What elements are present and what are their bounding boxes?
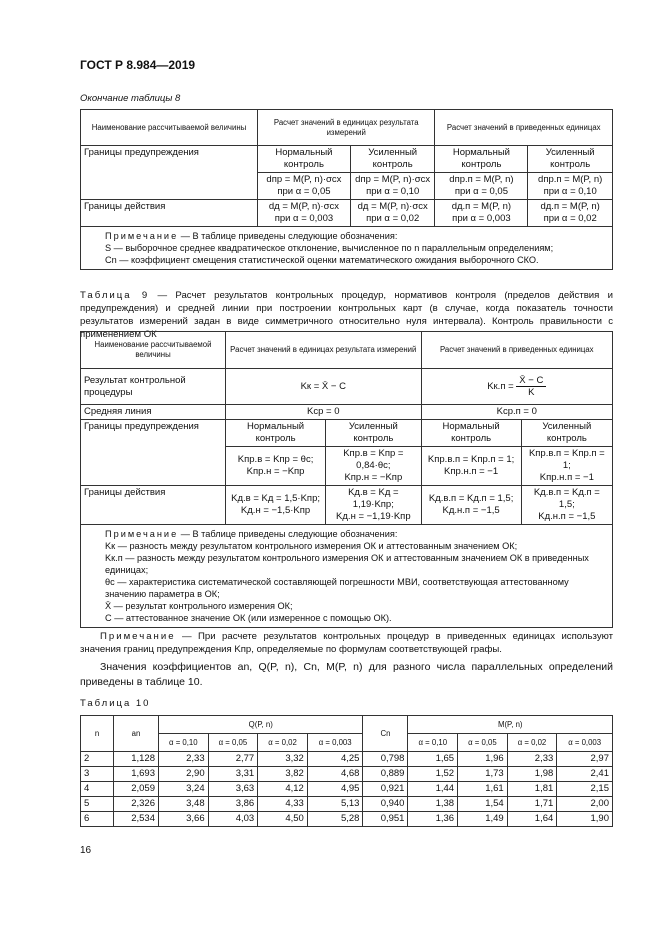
table-10 — [80, 715, 613, 827]
t8-cell: dд = M(P, n)·σсх при α = 0,02 — [350, 200, 435, 227]
t10-cell: 3,32 — [258, 752, 308, 767]
body-paragraph: Значения коэффициентов an, Q(P, n), Cn, M(P, n) для разного числа параллельных определений приведены в таблице 10. — [80, 661, 613, 688]
t10-h-alpha: α = 0,10 — [408, 734, 458, 752]
t10-cell: 1,49 — [458, 812, 508, 827]
t9-cell: Kпр.в.п = Kпр.п = 1; Kпр.н.п = −1 — [521, 447, 612, 486]
t10-cell: 3,63 — [208, 782, 258, 797]
t8-cell: dд.п = M(P, n) при α = 0,003 — [435, 200, 528, 227]
t10-cell: 1,52 — [408, 767, 458, 782]
t9-note: Примечание — В таблице приведены следующие обозначения: Kк — разность между результатом контрольного измерения ОК и аттестованным значением ОК; Kк.п — разность между результатом контрольного измерения ОК и аттестованным значением ОК в приведенных единицах; θс — характеристика систематической составляющей погрешности МВИ, соответствующая аттестованному значению параметра в ОК; X̄ — результат контрольного измерения ОК; C — аттестованное значение ОК (или измеренное с помощью ОК). — [81, 525, 613, 628]
table-row — [81, 812, 613, 827]
t9-row-warning: Границы предупреждения — [81, 420, 226, 486]
t10-cell: 2,326 — [114, 797, 159, 812]
t9-col-name: Наименование рассчитываемой величины — [81, 332, 226, 369]
t10-cell: 1,73 — [458, 767, 508, 782]
table-row — [81, 782, 613, 797]
t9-cell: Kд.в = Kд = 1,5·Kпр; Kд.н = −1,5·Kпр — [226, 486, 326, 525]
t8-normal: Нормальный контроль — [258, 146, 351, 173]
t9-cell: Kср = 0 — [226, 405, 422, 420]
t9-col-reduced: Расчет значений в приведенных единицах — [421, 332, 612, 369]
t10-cell: 1,81 — [507, 782, 557, 797]
t10-cell: 2,00 — [557, 797, 613, 812]
t10-cell: 2,059 — [114, 782, 159, 797]
t10-cell: 1,38 — [408, 797, 458, 812]
table8-caption: Окончание таблицы 8 — [80, 93, 181, 104]
t10-cell: 0,889 — [363, 767, 408, 782]
t9-formula-kk: Kк = X̄ − C — [226, 369, 422, 405]
table-row — [81, 767, 613, 782]
t9-normal: Нормальный контроль — [421, 420, 521, 447]
t10-h-q: Q(P, n) — [159, 716, 363, 734]
t10-cell: 2,97 — [557, 752, 613, 767]
t8-col-name: Наименование рассчитываемой величины — [81, 110, 258, 146]
t10-cell: 1,64 — [507, 812, 557, 827]
t10-cell: 4,25 — [307, 752, 363, 767]
t10-cell: 1,61 — [458, 782, 508, 797]
t10-cell: 2,534 — [114, 812, 159, 827]
t10-cell: 1,71 — [507, 797, 557, 812]
t10-cell: 4,03 — [208, 812, 258, 827]
t10-cell: 3,82 — [258, 767, 308, 782]
t8-row-action: Границы действия — [81, 200, 258, 227]
t10-cell: 2,90 — [159, 767, 209, 782]
t10-h-n: n — [81, 716, 114, 752]
t10-cell: 1,96 — [458, 752, 508, 767]
t10-cell: 4,33 — [258, 797, 308, 812]
t10-cell: 3,24 — [159, 782, 209, 797]
t10-h-alpha: α = 0,05 — [208, 734, 258, 752]
t9-normal: Нормальный контроль — [226, 420, 326, 447]
t9-row-result: Результат контрольной процедуры — [81, 369, 226, 405]
table-9 — [80, 331, 613, 628]
note-paragraph: Примечание — При расчете результатов контрольных процедур в приведенных единицах используют значения границ предупреждения Kпр, определяемые по формулам соответствующей графы. — [80, 631, 613, 655]
t9-row-center: Средняя линия — [81, 405, 226, 420]
t9-row-action: Границы действия — [81, 486, 226, 525]
t9-cell: Kд.в.п = Kд.п = 1,5; Kд.н.п = −1,5 — [521, 486, 612, 525]
t10-cell: 5,13 — [307, 797, 363, 812]
t10-cell: 4,95 — [307, 782, 363, 797]
t10-cell: 1,65 — [408, 752, 458, 767]
t10-h-m: M(P, n) — [408, 716, 613, 734]
t10-cell: 4,50 — [258, 812, 308, 827]
t9-cell: Kпр.в = Kпр = θс; Kпр.н = −Kпр — [226, 447, 326, 486]
t10-cell: 0,798 — [363, 752, 408, 767]
t8-cell: dд = M(P, n)·σсх при α = 0,003 — [258, 200, 351, 227]
t10-h-an: an — [114, 716, 159, 752]
t10-h-alpha: α = 0,02 — [507, 734, 557, 752]
table9-caption: Таблица 9 — Расчет результатов контрольных процедур, нормативов контроля (пределов действия и предупреждения) и средней линии при построении контрольных карт (в случае, когда показатель точности результатов измерений задан в виде симметричного относительно нуля интервала). Контроль правильности с применением ОК — [80, 290, 613, 340]
t10-cell: 2,41 — [557, 767, 613, 782]
t10-cell: 2,77 — [208, 752, 258, 767]
t10-cell: 1,36 — [408, 812, 458, 827]
t10-cell: 4 — [81, 782, 114, 797]
t10-cell: 1,128 — [114, 752, 159, 767]
t10-cell: 2,15 — [557, 782, 613, 797]
t10-cell: 3,48 — [159, 797, 209, 812]
t10-cell: 0,921 — [363, 782, 408, 797]
t9-cell: Kд.в = Kд = 1,19·Kпр; Kд.н = −1,19·Kпр — [326, 486, 421, 525]
t10-cell: 4,12 — [258, 782, 308, 797]
t8-note: Примечание — В таблице приведены следующие обозначения: S — выборочное среднее квадратическое отклонение, вычисленное по n параллельным определениям; Cn — коэффициент смещения статистической оценки математического ожидания выборочного СКО. — [81, 227, 613, 270]
t10-h-alpha: α = 0,02 — [258, 734, 308, 752]
t10-cell: 1,90 — [557, 812, 613, 827]
t10-cell: 4,68 — [307, 767, 363, 782]
t9-strong: Усиленный контроль — [326, 420, 421, 447]
t8-col-reduced: Расчет значений в приведенных единицах — [435, 110, 613, 146]
t8-normal: Нормальный контроль — [435, 146, 528, 173]
table10-caption: Таблица 10 — [80, 698, 151, 709]
t10-cell: 1,693 — [114, 767, 159, 782]
standard-header: ГОСТ Р 8.984—2019 — [80, 58, 196, 72]
t10-cell: 1,44 — [408, 782, 458, 797]
t10-cell: 2,33 — [159, 752, 209, 767]
t9-cell: Kпр.в.п = Kпр.п = 1; Kпр.н.п = −1 — [421, 447, 521, 486]
t8-row-warning: Границы предупреждения — [81, 146, 258, 200]
t10-cell: 0,951 — [363, 812, 408, 827]
t9-formula-kkp: Kк.п = $\frac{X̄ - C}{K}$ — [421, 369, 612, 405]
t10-h-alpha: α = 0,10 — [159, 734, 209, 752]
t10-cell: 6 — [81, 812, 114, 827]
t9-strong: Усиленный контроль — [521, 420, 612, 447]
t10-h-alpha: α = 0,05 — [458, 734, 508, 752]
t8-strong: Усиленный контроль — [350, 146, 435, 173]
table-8 — [80, 109, 613, 270]
t8-cell: dпр = M(P, n)·σсх при α = 0,05 — [258, 173, 351, 200]
t8-col-units: Расчет значений в единицах результата измерений — [258, 110, 435, 146]
t9-cell: Kд.в.п = Kд.п = 1,5; Kд.н.п = −1,5 — [421, 486, 521, 525]
t8-strong: Усиленный контроль — [528, 146, 613, 173]
t8-cell: dпр.п = M(P, n) при α = 0,05 — [435, 173, 528, 200]
t10-cell: 0,940 — [363, 797, 408, 812]
page-number: 16 — [80, 845, 92, 856]
t10-h-cn: Cn — [363, 716, 408, 752]
t8-cell: dпр.п = M(P, n) при α = 0,10 — [528, 173, 613, 200]
t10-cell: 3 — [81, 767, 114, 782]
t8-cell: dд.п = M(P, n) при α = 0,02 — [528, 200, 613, 227]
t8-cell: dпр = M(P, n)·σсх при α = 0,10 — [350, 173, 435, 200]
t10-cell: 5,28 — [307, 812, 363, 827]
t10-cell: 2 — [81, 752, 114, 767]
table-row — [81, 752, 613, 767]
t9-cell: Kср.п = 0 — [421, 405, 612, 420]
t10-cell: 1,98 — [507, 767, 557, 782]
t10-cell: 3,31 — [208, 767, 258, 782]
t10-h-alpha: α = 0,003 — [307, 734, 363, 752]
t10-cell: 3,66 — [159, 812, 209, 827]
t10-cell: 1,54 — [458, 797, 508, 812]
t10-cell: 5 — [81, 797, 114, 812]
t9-col-units: Расчет значений в единицах результата измерений — [226, 332, 422, 369]
table-row — [81, 797, 613, 812]
t10-h-alpha: α = 0,003 — [557, 734, 613, 752]
t10-cell: 3,86 — [208, 797, 258, 812]
t10-cell: 2,33 — [507, 752, 557, 767]
t9-cell: Kпр.в = Kпр = 0,84·θс; Kпр.н = −Kпр — [326, 447, 421, 486]
